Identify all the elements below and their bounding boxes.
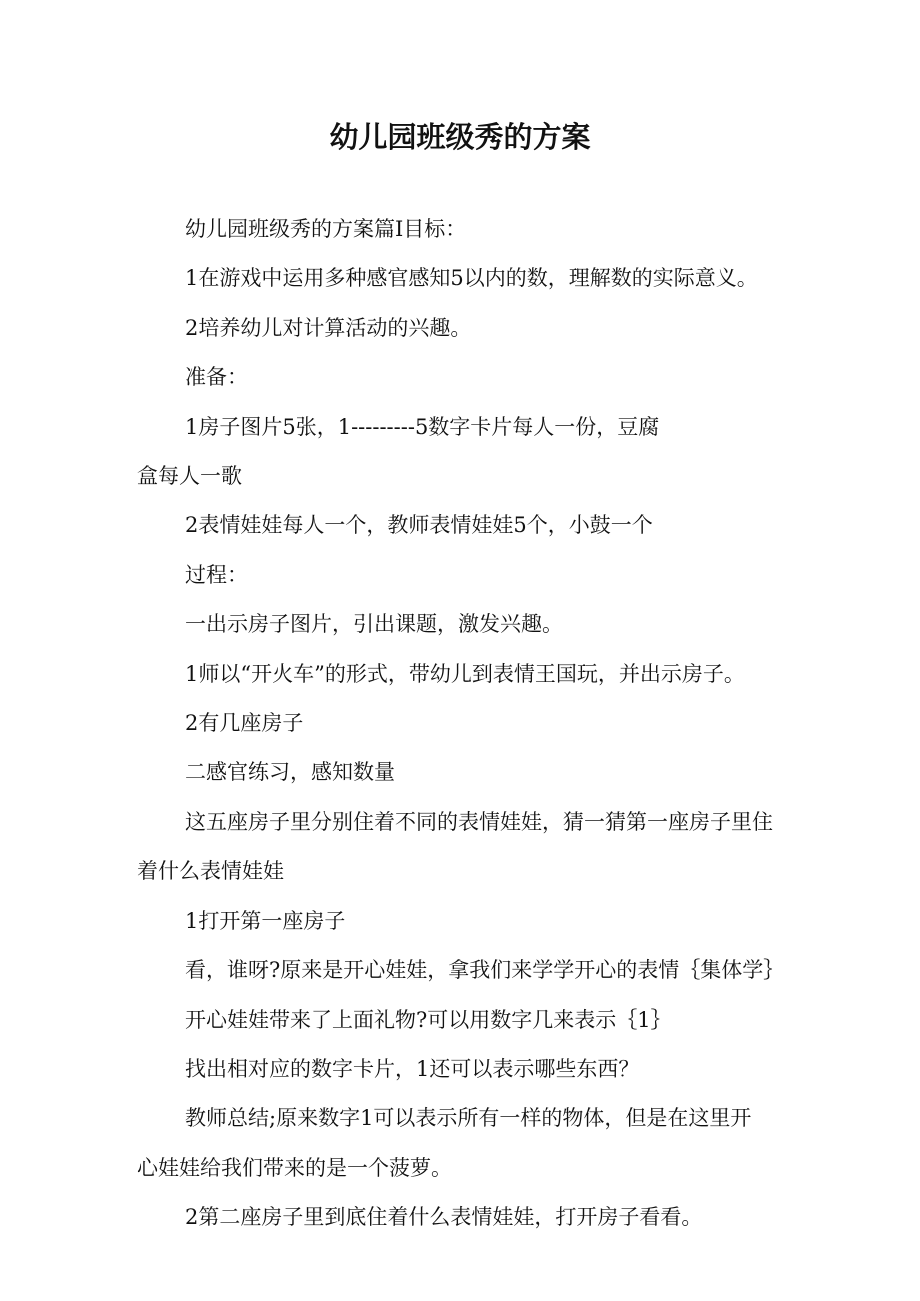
paragraph-line: 1房子图片5张，1---------5数字卡片每人一份，豆腐 — [185, 414, 660, 439]
paragraph-line: 2有几座房子 — [185, 711, 304, 736]
paragraph-line: 1师以“开火车”的形式，带幼儿到表情王国玩，并出示房子。 — [185, 661, 745, 686]
paragraph-line: 2培养幼儿对计算活动的兴趣。 — [185, 315, 472, 340]
paragraph-line: 1打开第一座房子 — [185, 908, 346, 933]
paragraph-line: 准备： — [185, 365, 248, 390]
paragraph-line: 看，谁呀?原来是开心娃娃，拿我们来学学开心的表情｛集体学｝ — [185, 958, 785, 983]
paragraph-line: 找出相对应的数字卡片，1还可以表示哪些东西？ — [185, 1056, 640, 1081]
document-title: 幼儿园班级秀的方案 — [329, 120, 591, 154]
paragraph-line: 这五座房子里分别住着不同的表情娃娃，猜一猜第一座房子里住 — [185, 809, 773, 834]
paragraph-line: 教师总结;原来数字1可以表示所有一样的物体，但是在这里开 — [185, 1106, 752, 1131]
paragraph-line: 过程： — [185, 562, 248, 587]
paragraph-line: 一出示房子图片，引出课题，激发兴趣。 — [185, 612, 563, 637]
paragraph-line: 幼儿园班级秀的方案篇Ⅰ目标： — [185, 217, 467, 241]
paragraph-line: 心娃娃给我们带来的是一个菠萝。 — [137, 1155, 452, 1180]
paragraph-line: 2表情娃娃每人一个，教师表情娃娃5个，小鼓一个 — [185, 513, 653, 538]
paragraph-line: 2第二座房子里到底住着什么表情娃娃，打开房子看看。 — [185, 1205, 703, 1230]
paragraph-line: 着什么表情娃娃 — [137, 859, 284, 884]
paragraph-line: 1在游戏中运用多种感官感知5以内的数，理解数的实际意义。 — [185, 266, 758, 291]
paragraph-line: 开心娃娃带来了上面礼物?可以用数字几来表示｛1｝ — [185, 1007, 672, 1032]
paragraph-line: 盒每人一歌 — [137, 464, 242, 489]
document-body — [137, 205, 807, 1243]
paragraph-line: 二感官练习，感知数量 — [185, 760, 395, 785]
